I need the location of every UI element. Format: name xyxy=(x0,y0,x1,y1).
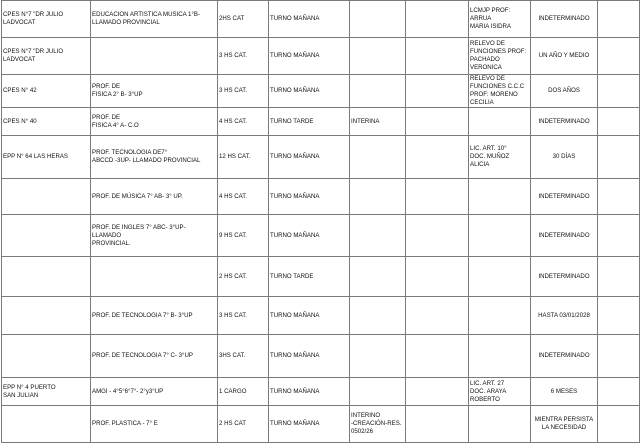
cell-extra-a xyxy=(406,215,469,257)
cell-extra-b xyxy=(598,297,640,335)
cell-school: CPES N° 40 xyxy=(2,108,91,136)
cell-reason: LIC. ART. 27 DOC. ARAYA ROBERTO xyxy=(469,378,531,406)
cell-reason: LIC. ART. 10° DOC. MUÑOZ ALICIA xyxy=(469,136,531,179)
cell-status xyxy=(350,136,406,179)
table-row xyxy=(2,215,640,257)
table-row xyxy=(2,406,640,443)
cell-reason xyxy=(469,406,531,443)
cell-extra-a xyxy=(406,406,469,443)
cell-reason xyxy=(469,335,531,378)
cell-shift: TURNO MAÑANA xyxy=(269,335,350,378)
cell-school xyxy=(2,406,91,443)
cell-status xyxy=(350,179,406,215)
cell-shift: TURNO MAÑANA xyxy=(269,38,350,75)
vacancy-table xyxy=(1,0,640,443)
cell-shift: TURNO MAÑANA xyxy=(269,1,350,38)
cell-school: EPP N° 4 PUERTO SAN JULIAN xyxy=(2,378,91,406)
cell-position: PROF. DE MÚSICA 7° AB- 3° UP. xyxy=(91,179,218,215)
cell-school xyxy=(2,179,91,215)
cell-position: PROF. DE TECNOLOGIA 7° B- 3°UP xyxy=(91,297,218,335)
cell-school xyxy=(2,335,91,378)
table-row xyxy=(2,179,640,215)
cell-duration: 6 MESES xyxy=(531,378,598,406)
cell-status xyxy=(350,38,406,75)
cell-position: PROF. PLASTICA - 7° E xyxy=(91,406,218,443)
cell-hours: 9 HS CAT. xyxy=(218,215,269,257)
cell-shift: TURNO MAÑANA xyxy=(269,406,350,443)
cell-extra-b xyxy=(598,1,640,38)
table-row xyxy=(2,335,640,378)
table-row xyxy=(2,297,640,335)
table-row xyxy=(2,1,640,38)
table-row xyxy=(2,378,640,406)
cell-position: AMGI - 4°5°6°7°- 2°y3°UP xyxy=(91,378,218,406)
cell-status: INTERINO -CREACIÓN-RES. 0502/26 xyxy=(350,406,406,443)
cell-hours: 2HS CAT xyxy=(218,1,269,38)
cell-duration: HASTA 03/01/2028 xyxy=(531,297,598,335)
table-row xyxy=(2,257,640,297)
cell-extra-a xyxy=(406,1,469,38)
cell-hours: 4 HS CAT. xyxy=(218,108,269,136)
cell-extra-a xyxy=(406,297,469,335)
cell-status: INTERINA xyxy=(350,108,406,136)
cell-position: PROF. DE INGLES 7° ABC- 3°UP- LLAMADO PROVINCIAL. xyxy=(91,215,218,257)
cell-position: PROF. DE FISICA 2° B- 3°UP xyxy=(91,75,218,108)
cell-school: CPES N°7 "DR JULIO LADVOCAT xyxy=(2,1,91,38)
cell-extra-a xyxy=(406,335,469,378)
cell-shift: TURNO MAÑANA xyxy=(269,179,350,215)
cell-hours: 4 HS CAT. xyxy=(218,179,269,215)
cell-extra-a xyxy=(406,179,469,215)
cell-shift: TURNO MAÑANA xyxy=(269,297,350,335)
cell-position xyxy=(91,257,218,297)
cell-status xyxy=(350,75,406,108)
cell-hours: 12 HS CAT. xyxy=(218,136,269,179)
cell-hours: 2 HS CAT xyxy=(218,406,269,443)
cell-school xyxy=(2,257,91,297)
cell-extra-a xyxy=(406,136,469,179)
table-row xyxy=(2,136,640,179)
cell-shift: TURNO MAÑANA xyxy=(269,215,350,257)
cell-school: CPES N°7 "DR JULIO LADVOCAT xyxy=(2,38,91,75)
cell-reason: LCMJP PROF: ARRUA MARIA ISIDRA xyxy=(469,1,531,38)
cell-duration: INDETERMINADO xyxy=(531,257,598,297)
cell-status xyxy=(350,335,406,378)
cell-hours: 3 HS CAT. xyxy=(218,38,269,75)
cell-extra-a xyxy=(406,75,469,108)
cell-duration: 30 DÍAS xyxy=(531,136,598,179)
cell-extra-a xyxy=(406,378,469,406)
cell-duration: INDETERMINADO xyxy=(531,335,598,378)
cell-duration: MIENTRA PERSISTA LA NECESIDAD xyxy=(531,406,598,443)
cell-shift: TURNO MAÑANA xyxy=(269,136,350,179)
cell-extra-b xyxy=(598,136,640,179)
cell-extra-b xyxy=(598,215,640,257)
cell-status xyxy=(350,215,406,257)
cell-extra-b xyxy=(598,38,640,75)
cell-extra-b xyxy=(598,75,640,108)
cell-duration: UN AÑO Y MEDIO xyxy=(531,38,598,75)
cell-hours: 3 HS CAT. xyxy=(218,297,269,335)
cell-reason xyxy=(469,257,531,297)
cell-status xyxy=(350,378,406,406)
table-row xyxy=(2,108,640,136)
cell-extra-b xyxy=(598,378,640,406)
cell-position: PROF. DE FISICA 4° A- C.O xyxy=(91,108,218,136)
cell-extra-b xyxy=(598,335,640,378)
cell-position: EDUCACION ARTISTICA MUSICA 1°B- LLAMADO PROVINCIAL xyxy=(91,1,218,38)
cell-school: EPP N° 64 LAS HERAS xyxy=(2,136,91,179)
cell-extra-a xyxy=(406,257,469,297)
cell-position xyxy=(91,38,218,75)
table-row xyxy=(2,38,640,75)
cell-duration: INDETERMINADO xyxy=(531,215,598,257)
cell-duration: INDETERMINADO xyxy=(531,108,598,136)
cell-position: PROF. TECNOLOGIA DE7° ABCCD -3UP- LLAMADO PROVINCIAL xyxy=(91,136,218,179)
cell-duration: INDETERMINADO xyxy=(531,1,598,38)
cell-extra-b xyxy=(598,257,640,297)
cell-hours: 2 HS CAT. xyxy=(218,257,269,297)
cell-reason: RELEVO DE FUNCIONES PROF: PACHADO VERONICA xyxy=(469,38,531,75)
cell-status xyxy=(350,1,406,38)
cell-extra-a xyxy=(406,38,469,75)
cell-shift: TURNO MAÑANA xyxy=(269,75,350,108)
cell-status xyxy=(350,257,406,297)
cell-shift: TURNO TARDE xyxy=(269,257,350,297)
cell-status xyxy=(350,297,406,335)
cell-extra-b xyxy=(598,108,640,136)
cell-reason xyxy=(469,297,531,335)
cell-extra-b xyxy=(598,179,640,215)
cell-position: PROF. DE TECNOLOGIA 7° C- 3°UP xyxy=(91,335,218,378)
cell-shift: TURNO TARDE xyxy=(269,108,350,136)
cell-duration: INDETERMINADO xyxy=(531,179,598,215)
cell-reason xyxy=(469,215,531,257)
cell-extra-b xyxy=(598,406,640,443)
cell-hours: 1 CARGO xyxy=(218,378,269,406)
cell-school xyxy=(2,297,91,335)
cell-reason xyxy=(469,108,531,136)
cell-duration: DOS AÑOS xyxy=(531,75,598,108)
cell-hours: 3 HS CAT. xyxy=(218,75,269,108)
cell-school: CPES N° 42 xyxy=(2,75,91,108)
cell-hours: 3HS CAT. xyxy=(218,335,269,378)
cell-school xyxy=(2,215,91,257)
cell-shift: TURNO MAÑANA xyxy=(269,378,350,406)
table-row xyxy=(2,75,640,108)
cell-reason xyxy=(469,179,531,215)
cell-reason: RELEVO DE FUNCIONES C.C.C PROF: MORENO CECILIA xyxy=(469,75,531,108)
cell-extra-a xyxy=(406,108,469,136)
table-body xyxy=(2,1,640,443)
